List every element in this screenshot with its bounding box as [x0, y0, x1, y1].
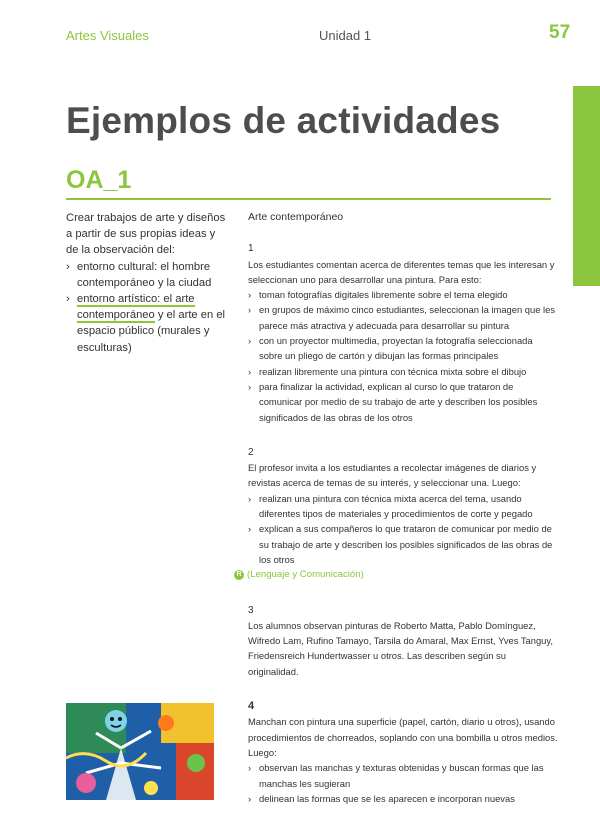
artwork-image [66, 703, 214, 800]
activity-number: 3 [248, 604, 254, 616]
activity [248, 699, 558, 806]
activity-bullets [248, 491, 558, 567]
page-number: 57 [549, 22, 571, 43]
header-subject: Artes Visuales [66, 28, 149, 43]
related-subject [234, 567, 558, 582]
objective-code: OA_1 [66, 166, 132, 194]
activity-intro: Los estudiantes comentan acerca de diferentes temas que les interesan y seleccionan uno para desarrollar una pintura. Para esto: [248, 258, 555, 285]
activity-intro: El profesor invita a los estudiantes a recolectar imágenes de diarios y revistas acerca de temas de su interés, y seleccionar una. Luego: [248, 462, 537, 489]
page-title: Ejemplos de actividades [66, 100, 501, 141]
side-tab [573, 86, 600, 286]
artwork-illustration [66, 703, 214, 800]
activity-intro: Manchan con pintura una superficie (papel, cartón, diario u otros), usando procedimientos de chorreados, soplando con una bombilla u otros medios. Luego: [248, 716, 558, 758]
related-subject-icon: R [234, 570, 244, 580]
objective-intro: Crear trabajos de arte y diseños a partir de sus propias ideas y de la observación del: [66, 212, 226, 257]
activity-number: 1 [248, 243, 254, 255]
activity [236, 445, 558, 583]
header-unit: Unidad 1 [319, 28, 372, 43]
activity-bullet: › en grupos de máximo cinco estudiantes, seleccionan la imagen que les parece más atractiva y adecuada para desarrollar su pintura [248, 302, 558, 333]
objective-list [66, 259, 226, 356]
activity-intro: Los alumnos observan pinturas de Roberto Matta, Pablo Domínguez, Wifredo Lam, Rufino Tamayo, Tarsila do Amaral, Max Ernst, Yves Tanguy, Friedensreich Hundertwasser u otros. Las describen según su originalidad. [248, 619, 553, 677]
activity [248, 241, 558, 425]
objective-rule [66, 198, 551, 200]
activity-bullet: › realizan una pintura con técnica mixta acerca del tema, usando diferentes tipos de materiales y procedimientos de corte y pegado [248, 491, 558, 522]
objective-column [66, 210, 226, 356]
related-subject-label: (Lenguaje y Comunicación) [247, 569, 364, 581]
activity-bullet: › toman fotografías digitales libremente sobre el tema elegido [248, 287, 558, 302]
activity-bullet: › explican a sus compañeros lo que trataron de comunicar por medio de su trabajo de arte y describen los posibles significados de las obras de los otros [248, 521, 558, 567]
objective-item-text: entorno cultural: el hombre contemporáneo y la ciudad [77, 260, 212, 289]
activity-bullets [248, 287, 558, 425]
objective-item [66, 259, 226, 291]
activity-bullet: › observan las manchas y texturas obtenidas y buscan formas que las manchas les sugieran [248, 760, 558, 791]
activities-column [236, 210, 558, 826]
objective-item-highlight: entorno artístico: el arte contemporáneo [77, 293, 195, 322]
activity-number: 2 [248, 446, 254, 458]
activity-number: 4 [248, 700, 255, 713]
activity-bullet: › con un proyector multimedia, proyectan la fotografía seleccionada sobre un pliego de cartón y dibujan las formas principales [248, 333, 558, 364]
activity-bullet: › para finalizar la actividad, explican al curso lo que trataron de comunicar por medio de su trabajo de arte y describen los posibles significados de las obras de los otros [248, 379, 558, 425]
section-title: Arte contemporáneo [248, 211, 344, 223]
activity-bullet: › delinean las formas que se les aparecen e incorporan nuevas [248, 791, 558, 806]
activity-bullets [248, 760, 558, 806]
objective-item [66, 291, 226, 356]
activity [248, 603, 558, 679]
objective-item-rest: y el arte en el espacio público (murales y esculturas) [77, 309, 226, 354]
activity-bullet: › realizan libremente una pintura con técnica mixta sobre el dibujo [248, 364, 558, 379]
